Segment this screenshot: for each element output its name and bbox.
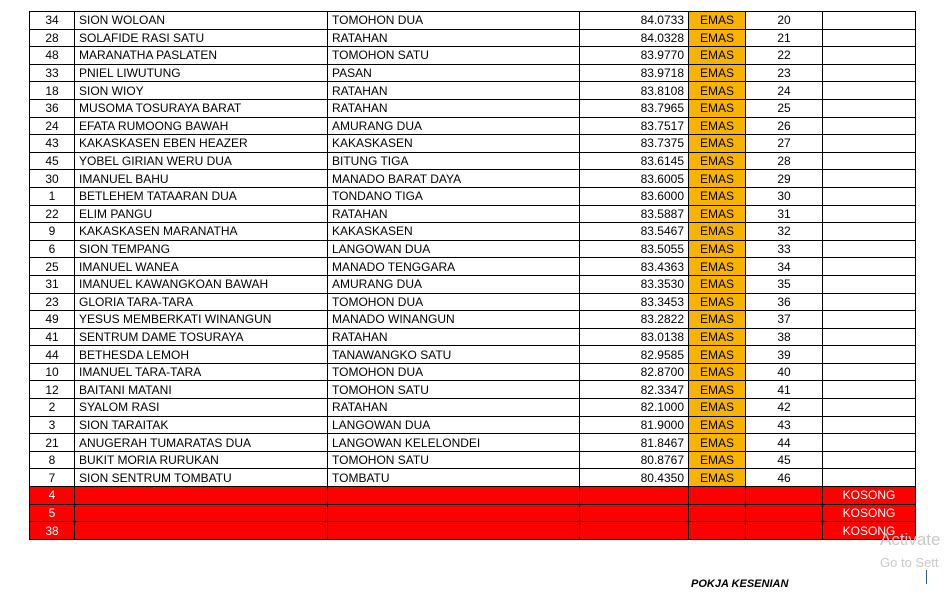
rank-value: 26 [746,117,823,135]
choir-name: BUKIT MORIA RURUKAN [75,451,328,469]
choir-name: SION TARAITAK [75,416,328,434]
choir-name: SENTRUM DAME TOSURAYA [75,328,328,346]
grade-badge: EMAS [689,205,746,223]
table-row [30,328,916,346]
grade-badge: EMAS [689,434,746,452]
choir-name: IMANUEL TARA-TARA [75,363,328,381]
rank-value: 35 [746,275,823,293]
score-value: 83.6145 [580,152,689,170]
choir-name: SION TEMPANG [75,240,328,258]
grade-badge: EMAS [689,99,746,117]
table-row [30,205,916,223]
score-value: 83.5467 [580,223,689,241]
region-name: KAKASKASEN [328,223,580,241]
row-number: 3 [30,416,75,434]
note-cell [823,258,916,276]
note-cell [823,469,916,487]
row-number: 9 [30,223,75,241]
row-number: 28 [30,29,75,47]
region-name: LANGOWAN DUA [328,416,580,434]
region-name: AMURANG DUA [328,117,580,135]
rank-value: 36 [746,293,823,311]
rank-value: 21 [746,29,823,47]
table-row [30,135,916,153]
score-value: 83.5055 [580,240,689,258]
score-value: 83.3453 [580,293,689,311]
table-row [30,416,916,434]
rank-value: 46 [746,469,823,487]
rank-value: 28 [746,152,823,170]
row-number: 23 [30,293,75,311]
rank-value: 34 [746,258,823,276]
region-name: TONDANO TIGA [328,187,580,205]
score-value: 83.3530 [580,275,689,293]
note-cell [823,346,916,364]
rank-value: 31 [746,205,823,223]
choir-name: SYALOM RASI [75,399,328,417]
note-cell [823,152,916,170]
region-name: RATAHAN [328,328,580,346]
grade-badge: EMAS [689,47,746,65]
region-name [328,522,580,540]
note-cell [823,99,916,117]
score-value: 81.9000 [580,416,689,434]
rank-value: 24 [746,82,823,100]
choir-name: KAKASKASEN EBEN HEAZER [75,135,328,153]
choir-name: PNIEL LIWUTUNG [75,64,328,82]
choir-name: BAITANI MATANI [75,381,328,399]
grade-badge [689,522,746,540]
note-cell [823,82,916,100]
region-name: MANADO BARAT DAYA [328,170,580,188]
row-number: 41 [30,328,75,346]
score-value: 80.8767 [580,451,689,469]
score-value: 84.0733 [580,12,689,30]
region-name: TOMOHON DUA [328,12,580,30]
rank-value: 29 [746,170,823,188]
grade-badge: EMAS [689,363,746,381]
rank-value: 32 [746,223,823,241]
status-note: KOSONG [823,504,916,522]
note-cell [823,187,916,205]
choir-name [75,504,328,522]
row-number: 30 [30,170,75,188]
grade-badge: EMAS [689,223,746,241]
activate-watermark-line1: Activate [880,530,941,549]
row-number: 10 [30,363,75,381]
grade-badge: EMAS [689,29,746,47]
score-value: 83.7965 [580,99,689,117]
row-number: 8 [30,451,75,469]
region-name: LANGOWAN KELELONDEI [328,434,580,452]
note-cell [823,399,916,417]
row-number: 25 [30,258,75,276]
score-value: 83.7517 [580,117,689,135]
row-number: 36 [30,99,75,117]
empty-table-row [30,522,916,540]
grade-badge: EMAS [689,152,746,170]
row-number: 24 [30,117,75,135]
grade-badge: EMAS [689,381,746,399]
choir-name [75,522,328,540]
score-value [580,487,689,505]
row-number: 33 [30,64,75,82]
choir-name: YESUS MEMBERKATI WINANGUN [75,311,328,329]
results-table-body [30,12,916,540]
rank-value [746,487,823,505]
status-note: KOSONG [823,487,916,505]
region-name: KAKASKASEN [328,135,580,153]
table-row [30,469,916,487]
row-number: 34 [30,12,75,30]
region-name: MANADO TENGGARA [328,258,580,276]
row-number: 31 [30,275,75,293]
score-value: 83.7375 [580,135,689,153]
region-name: TANAWANGKO SATU [328,346,580,364]
choir-name: GLORIA TARA-TARA [75,293,328,311]
note-cell [823,240,916,258]
table-row [30,152,916,170]
score-value [580,504,689,522]
row-number: 48 [30,47,75,65]
region-name: RATAHAN [328,82,580,100]
row-number: 1 [30,187,75,205]
region-name: TOMOHON SATU [328,381,580,399]
choir-name: EFATA RUMOONG BAWAH [75,117,328,135]
region-name: PASAN [328,64,580,82]
table-row [30,258,916,276]
table-row [30,12,916,30]
choir-name: ANUGERAH TUMARATAS DUA [75,434,328,452]
table-row [30,29,916,47]
grade-badge: EMAS [689,451,746,469]
grade-badge: EMAS [689,258,746,276]
grade-badge: EMAS [689,135,746,153]
rank-value: 37 [746,311,823,329]
row-number: 2 [30,399,75,417]
note-cell [823,293,916,311]
table-row [30,170,916,188]
choir-name: MARANATHA PASLATEN [75,47,328,65]
table-row [30,223,916,241]
rank-value: 33 [746,240,823,258]
score-value: 82.3347 [580,381,689,399]
grade-badge: EMAS [689,416,746,434]
rank-value: 20 [746,12,823,30]
table-row [30,240,916,258]
score-value: 83.8108 [580,82,689,100]
choir-name: KAKASKASEN MARANATHA [75,223,328,241]
grade-badge [689,487,746,505]
row-number: 5 [30,504,75,522]
rank-value: 38 [746,328,823,346]
region-name: BITUNG TIGA [328,152,580,170]
score-value: 83.4363 [580,258,689,276]
region-name: TOMOHON SATU [328,47,580,65]
row-number: 12 [30,381,75,399]
note-cell [823,451,916,469]
table-row [30,311,916,329]
note-cell [823,363,916,381]
footer-signature: POKJA KESENIAN [691,578,789,590]
region-name: TOMOHON DUA [328,293,580,311]
table-row [30,47,916,65]
grade-badge: EMAS [689,170,746,188]
region-name: TOMBATU [328,469,580,487]
grade-badge: EMAS [689,240,746,258]
rank-value: 44 [746,434,823,452]
score-value: 81.8467 [580,434,689,452]
score-value: 82.1000 [580,399,689,417]
grade-badge: EMAS [689,117,746,135]
row-number: 21 [30,434,75,452]
score-value: 82.9585 [580,346,689,364]
row-number: 22 [30,205,75,223]
grade-badge: EMAS [689,275,746,293]
results-table [29,11,916,540]
rank-value [746,504,823,522]
row-number: 38 [30,522,75,540]
choir-name: YOBEL GIRIAN WERU DUA [75,152,328,170]
table-row [30,275,916,293]
rank-value: 41 [746,381,823,399]
choir-name: SION WOLOAN [75,12,328,30]
region-name: AMURANG DUA [328,275,580,293]
note-cell [823,170,916,188]
note-cell [823,311,916,329]
score-value: 83.9718 [580,64,689,82]
grade-badge: EMAS [689,328,746,346]
region-name: RATAHAN [328,399,580,417]
rank-value: 45 [746,451,823,469]
choir-name: SION SENTRUM TOMBATU [75,469,328,487]
text-cursor [926,570,927,584]
note-cell [823,117,916,135]
region-name [328,487,580,505]
region-name: RATAHAN [328,29,580,47]
score-value: 83.6000 [580,187,689,205]
empty-table-row [30,487,916,505]
note-cell [823,47,916,65]
score-value: 83.0138 [580,328,689,346]
score-value: 80.4350 [580,469,689,487]
choir-name: SOLAFIDE RASI SATU [75,29,328,47]
rank-value: 30 [746,187,823,205]
note-cell [823,381,916,399]
region-name [328,504,580,522]
status-note: KOSONG [823,522,916,540]
table-row [30,381,916,399]
score-value: 84.0328 [580,29,689,47]
region-name: RATAHAN [328,205,580,223]
note-cell [823,328,916,346]
grade-badge: EMAS [689,311,746,329]
row-number: 49 [30,311,75,329]
choir-name: BETLEHEM TATAARAN DUA [75,187,328,205]
table-row [30,434,916,452]
note-cell [823,64,916,82]
score-value: 83.5887 [580,205,689,223]
table-row [30,346,916,364]
row-number: 43 [30,135,75,153]
rank-value: 42 [746,399,823,417]
note-cell [823,29,916,47]
choir-name: IMANUEL WANEA [75,258,328,276]
note-cell [823,223,916,241]
region-name: MANADO WINANGUN [328,311,580,329]
note-cell [823,12,916,30]
choir-name: IMANUEL KAWANGKOAN BAWAH [75,275,328,293]
region-name: TOMOHON SATU [328,451,580,469]
note-cell [823,135,916,153]
region-name: TOMOHON DUA [328,363,580,381]
table-row [30,99,916,117]
note-cell [823,434,916,452]
empty-table-row [30,504,916,522]
grade-badge: EMAS [689,12,746,30]
score-value: 83.6005 [580,170,689,188]
row-number: 44 [30,346,75,364]
grade-badge: EMAS [689,187,746,205]
activate-watermark-line2: Go to Sett [880,555,939,570]
rank-value: 25 [746,99,823,117]
choir-name: ELIM PANGU [75,205,328,223]
table-row [30,451,916,469]
choir-name: MUSOMA TOSURAYA BARAT [75,99,328,117]
row-number: 7 [30,469,75,487]
region-name: LANGOWAN DUA [328,240,580,258]
table-row [30,363,916,381]
table-row [30,64,916,82]
choir-name: BETHESDA LEMOH [75,346,328,364]
row-number: 4 [30,487,75,505]
rank-value: 22 [746,47,823,65]
row-number: 18 [30,82,75,100]
grade-badge: EMAS [689,293,746,311]
score-value [580,522,689,540]
grade-badge [689,504,746,522]
rank-value: 23 [746,64,823,82]
choir-name: SION WIOY [75,82,328,100]
score-value: 82.8700 [580,363,689,381]
score-value: 83.2822 [580,311,689,329]
row-number: 45 [30,152,75,170]
grade-badge: EMAS [689,64,746,82]
table-row [30,187,916,205]
score-value: 83.9770 [580,47,689,65]
grade-badge: EMAS [689,82,746,100]
grade-badge: EMAS [689,469,746,487]
choir-name: IMANUEL BAHU [75,170,328,188]
note-cell [823,275,916,293]
rank-value: 43 [746,416,823,434]
region-name: RATAHAN [328,99,580,117]
table-row [30,117,916,135]
row-number: 6 [30,240,75,258]
rank-value: 27 [746,135,823,153]
rank-value: 40 [746,363,823,381]
choir-name [75,487,328,505]
grade-badge: EMAS [689,399,746,417]
table-row [30,399,916,417]
table-row [30,82,916,100]
note-cell [823,416,916,434]
table-row [30,293,916,311]
rank-value: 39 [746,346,823,364]
rank-value [746,522,823,540]
note-cell [823,205,916,223]
grade-badge: EMAS [689,346,746,364]
